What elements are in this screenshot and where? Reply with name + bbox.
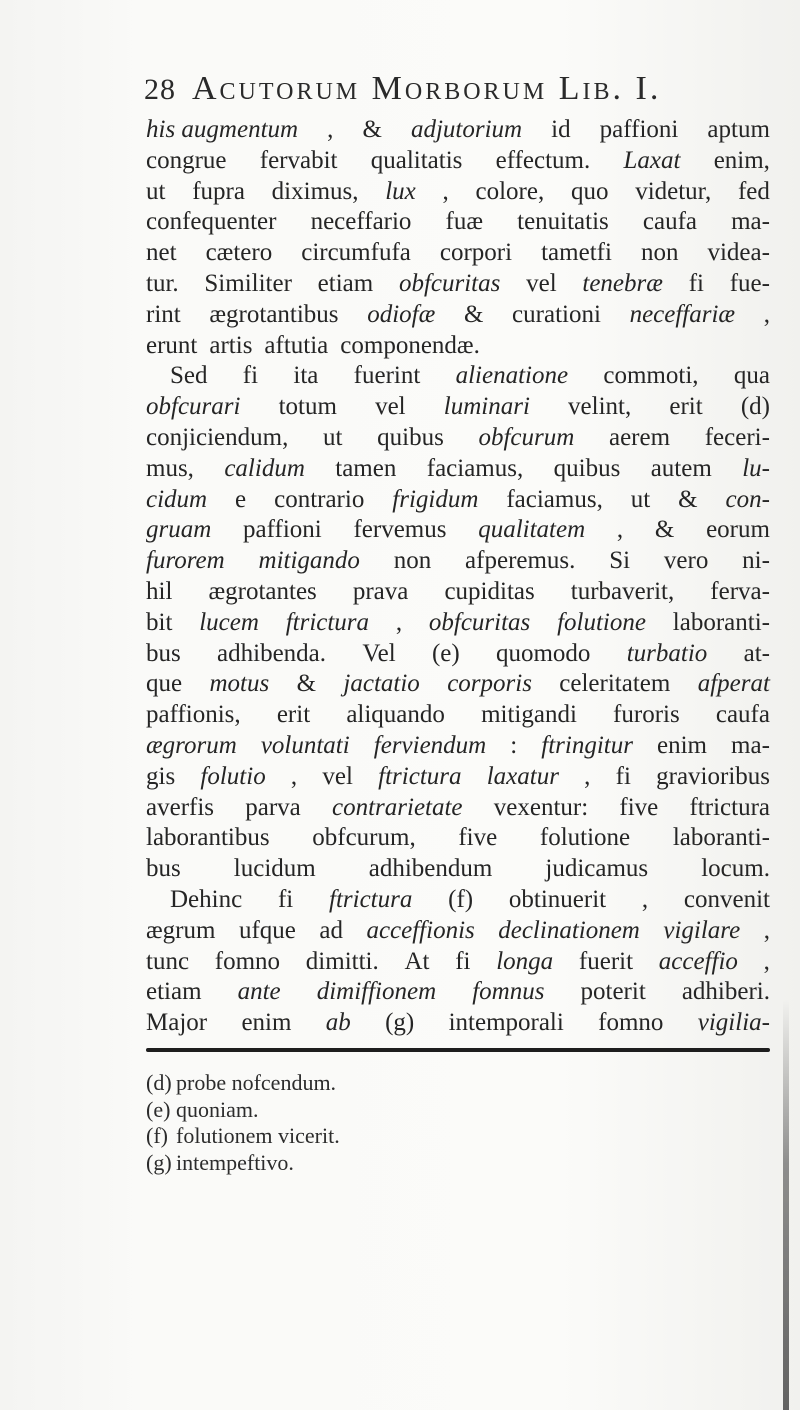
footnote-mark: (g) xyxy=(146,1149,172,1175)
word: (e) xyxy=(431,639,460,667)
word: furoris xyxy=(613,701,680,729)
word: obfcurum xyxy=(478,423,575,451)
word: folutione xyxy=(557,608,646,636)
text-line xyxy=(146,608,770,639)
word: ftrictura xyxy=(285,608,370,636)
footnote xyxy=(146,1070,546,1097)
word: id xyxy=(551,116,571,143)
word: mus, xyxy=(146,454,194,482)
word: ut xyxy=(323,423,343,451)
word: five xyxy=(458,824,498,852)
word: ferva- xyxy=(710,577,770,605)
word: ferviendum xyxy=(373,731,487,759)
text-line xyxy=(146,546,770,577)
word: : xyxy=(510,731,518,759)
word: adhibendum xyxy=(368,855,493,883)
word: judicamus xyxy=(545,855,649,883)
word: aerem xyxy=(608,423,671,451)
running-title: Acutorum Morborum Lib. I. xyxy=(192,70,662,107)
text-line xyxy=(146,823,770,854)
word: At xyxy=(404,947,430,975)
word: Sed xyxy=(170,362,208,390)
text-line xyxy=(146,177,770,208)
word: gruam xyxy=(146,516,212,544)
word: aptum xyxy=(707,116,770,143)
word: quo xyxy=(570,177,609,205)
word: laborantibus xyxy=(146,824,270,852)
word: ægrum xyxy=(146,916,216,944)
word: ægrotantibus xyxy=(209,300,339,328)
word: , xyxy=(327,116,334,143)
word: furorem xyxy=(146,547,225,575)
word: tamen xyxy=(335,454,397,482)
word: obfcurari xyxy=(146,393,241,421)
word: prava xyxy=(352,577,409,605)
word: acceffio xyxy=(658,947,738,975)
word: vexentur: xyxy=(493,793,589,821)
text-line xyxy=(146,454,770,485)
text-line xyxy=(146,885,770,916)
word: tur. xyxy=(146,269,179,297)
word: que xyxy=(146,670,183,698)
word: obfcurum, xyxy=(312,824,416,852)
word: ita xyxy=(293,362,319,390)
word: aliquando xyxy=(346,701,445,729)
word: dimitti. xyxy=(305,947,379,975)
word: lux xyxy=(385,177,416,205)
word: fue- xyxy=(729,269,770,297)
word: fervemus xyxy=(353,516,447,544)
word: componendæ. xyxy=(340,331,480,359)
word: odiofæ xyxy=(367,300,436,328)
word: Laxat xyxy=(623,146,681,174)
word: , xyxy=(584,762,591,790)
page-edge-shadow xyxy=(783,1000,789,1410)
text-line xyxy=(146,639,770,670)
word: lu- xyxy=(742,454,770,482)
word: e xyxy=(235,485,247,513)
word: cidum xyxy=(146,485,208,513)
word: ab xyxy=(325,1009,351,1037)
text-line xyxy=(146,300,770,331)
word: vigilare xyxy=(663,916,741,944)
body-text xyxy=(146,115,770,1039)
word: luminari xyxy=(443,393,530,421)
word: enim, xyxy=(713,146,770,174)
word: calidum xyxy=(224,454,305,482)
word: jactatio xyxy=(343,670,420,698)
word: fuerint xyxy=(353,362,421,390)
word: etiam xyxy=(317,269,374,297)
word: faciamus, xyxy=(426,454,524,482)
word: locum. xyxy=(701,855,770,883)
text-line xyxy=(146,700,770,731)
word: Major xyxy=(146,1009,208,1037)
word: adhibenda. xyxy=(217,639,327,667)
word: ut xyxy=(630,485,651,513)
word: mitigando xyxy=(258,547,360,575)
word: non xyxy=(393,547,432,575)
word: fi xyxy=(242,362,259,390)
word: ufque xyxy=(238,916,296,944)
word: ftrictura xyxy=(689,793,770,821)
word: non xyxy=(640,239,679,267)
word: quibus xyxy=(377,423,444,451)
word: hil xyxy=(146,577,173,605)
text-line xyxy=(146,207,770,238)
word: circumfufa xyxy=(301,239,411,267)
word: diximus, xyxy=(271,177,359,205)
text-line xyxy=(146,331,770,362)
word: ni- xyxy=(742,547,770,575)
footnote-text: quoniam. xyxy=(176,1096,259,1122)
word: laboranti- xyxy=(672,608,770,636)
word: gis xyxy=(146,762,176,790)
word: , xyxy=(763,947,770,975)
word: corporis xyxy=(447,670,532,698)
word: & xyxy=(654,516,675,544)
word: convenit xyxy=(683,885,770,913)
word: paffionis, xyxy=(146,701,241,729)
footnote xyxy=(146,1097,546,1124)
footnote xyxy=(146,1123,546,1150)
text-line xyxy=(146,577,770,608)
word: poterit xyxy=(580,978,646,1006)
word: eorum xyxy=(706,516,770,544)
word: erit xyxy=(669,393,703,421)
word: alienatione xyxy=(455,362,569,390)
word: ftrictura xyxy=(378,762,462,790)
footnotes xyxy=(146,1070,546,1176)
word: celeritatem xyxy=(559,670,671,698)
word: fed xyxy=(737,177,770,205)
word: , xyxy=(616,516,624,544)
word: ftrictura xyxy=(329,885,413,913)
word: cætero xyxy=(205,239,273,267)
word: obfcuritas xyxy=(398,269,501,297)
word: vel xyxy=(322,762,353,790)
word: enim xyxy=(241,1009,292,1037)
word: effectum. xyxy=(495,146,591,174)
word: vero xyxy=(663,547,709,575)
text-line xyxy=(146,854,770,885)
word: colore, xyxy=(475,177,545,205)
text-line xyxy=(146,361,770,392)
word: ma- xyxy=(731,731,770,759)
word: Si xyxy=(609,547,631,575)
word: bus xyxy=(146,639,181,667)
word: quomodo xyxy=(495,639,591,667)
word: ægrotantes xyxy=(208,577,317,605)
word: obtinuerit xyxy=(508,885,607,913)
word: bus xyxy=(146,855,181,883)
text-line xyxy=(146,485,770,516)
word: acceffionis xyxy=(366,916,475,944)
word: enim xyxy=(657,731,707,759)
word: congrue xyxy=(146,146,227,174)
word: Dehinc xyxy=(170,885,243,913)
word: faciamus, xyxy=(506,485,603,513)
word: adhiberi. xyxy=(681,978,770,1006)
footnote-mark: (f) xyxy=(146,1123,168,1148)
word: at- xyxy=(743,639,770,667)
footnote-text: probe nofcendum. xyxy=(176,1070,337,1095)
word: tunc xyxy=(146,947,190,975)
text-line xyxy=(146,269,770,300)
word: longa xyxy=(496,947,554,975)
word: etiam xyxy=(146,978,202,1006)
word: turbatio xyxy=(626,639,708,667)
word: fi xyxy=(277,885,294,913)
word: intemporali xyxy=(448,1009,564,1037)
word: fuerit xyxy=(578,947,634,975)
word: curationi xyxy=(512,300,601,328)
text-line xyxy=(146,146,770,177)
text-line xyxy=(146,977,770,1008)
text-line xyxy=(146,515,770,546)
word: (f) xyxy=(448,885,474,913)
text-line xyxy=(146,392,770,423)
word: mitigandi xyxy=(481,701,577,729)
word: fomno xyxy=(214,947,281,975)
word: obfcuritas xyxy=(428,608,531,636)
text-line xyxy=(146,731,770,762)
text-line xyxy=(146,793,770,824)
word: folutio xyxy=(200,762,266,790)
word: averfis xyxy=(146,793,215,821)
word: confequenter xyxy=(146,208,277,236)
word: fi xyxy=(688,269,704,297)
word: erit xyxy=(276,701,311,729)
word: feceri- xyxy=(704,423,770,451)
word: neceffariæ xyxy=(629,300,736,328)
footnote-separator-rule xyxy=(146,1048,770,1052)
word: adjutorium xyxy=(410,116,523,143)
word: turbaverit, xyxy=(570,577,675,605)
word: motus xyxy=(209,670,270,698)
word: & xyxy=(296,670,317,698)
word: laboranti- xyxy=(672,824,770,852)
word: laxatur xyxy=(486,762,559,790)
word: contrario xyxy=(274,485,365,513)
word: fervabit xyxy=(259,146,338,174)
word: his augmentum xyxy=(146,116,299,143)
word: qua xyxy=(733,362,770,390)
text-line xyxy=(146,669,770,700)
word: ut xyxy=(146,177,166,205)
word: ma- xyxy=(731,208,770,236)
word: (g) xyxy=(385,1009,415,1037)
word: aftutia xyxy=(264,331,329,359)
word: gravioribus xyxy=(656,762,770,790)
word: & xyxy=(678,485,698,513)
word: caufa xyxy=(642,208,697,236)
footnote-mark: (e) xyxy=(146,1096,171,1122)
word: five xyxy=(619,793,659,821)
word: fuæ xyxy=(445,208,484,236)
word: con- xyxy=(725,485,770,513)
text-line xyxy=(146,762,770,793)
word: rint xyxy=(146,300,181,328)
word: ftringitur xyxy=(541,731,633,759)
word: totum xyxy=(278,393,337,421)
word: qualitatem xyxy=(478,516,586,544)
text-line xyxy=(146,115,770,146)
word: fi xyxy=(455,947,471,975)
word: caufa xyxy=(715,701,770,729)
word: neceffario xyxy=(310,208,412,236)
word: , xyxy=(763,916,770,944)
word: paffioni xyxy=(599,116,679,143)
word: artis xyxy=(209,331,253,359)
word: lucidum xyxy=(233,855,316,883)
word: videtur, xyxy=(635,177,712,205)
word: tenuitatis xyxy=(517,208,609,236)
word: quibus xyxy=(553,454,621,482)
word: erunt xyxy=(146,331,198,359)
word: commoti, xyxy=(603,362,699,390)
word: paffioni xyxy=(243,516,322,544)
word: fupra xyxy=(192,177,245,205)
word: Similiter xyxy=(204,269,292,297)
word: lucem xyxy=(199,608,259,636)
text-line xyxy=(146,947,770,978)
word: tenebræ xyxy=(582,269,663,297)
word: afperemus. xyxy=(465,547,576,575)
word: ad xyxy=(319,916,343,944)
text-line xyxy=(146,238,770,269)
word: declinationem xyxy=(498,916,640,944)
word: Vel xyxy=(362,639,396,667)
word: cupiditas xyxy=(444,577,535,605)
text-line xyxy=(146,423,770,454)
word: ægrorum xyxy=(146,731,237,759)
word: & xyxy=(362,116,382,143)
word: , xyxy=(395,608,403,636)
word: parva xyxy=(245,793,301,821)
word: frigidum xyxy=(392,485,479,513)
page-number: 28 xyxy=(144,73,176,106)
word: qualitatis xyxy=(370,146,463,174)
word: , xyxy=(641,885,649,913)
word: fomno xyxy=(598,1009,664,1037)
word: bit xyxy=(146,608,173,636)
word: conjiciendum, xyxy=(146,423,289,451)
word: vigilia- xyxy=(697,1009,770,1037)
word: , xyxy=(442,177,449,205)
word: & xyxy=(463,300,484,328)
footnote-text: intempeftivo. xyxy=(176,1149,294,1175)
word: corpori xyxy=(439,239,513,267)
word: net xyxy=(146,239,177,267)
word: vel xyxy=(375,393,406,421)
word: tametfi xyxy=(541,239,612,267)
word: afperat xyxy=(697,670,770,698)
word: voluntati xyxy=(260,731,350,759)
word: fi xyxy=(615,762,631,790)
word: (d) xyxy=(740,393,770,421)
footnote-text: folutionem vicerit. xyxy=(176,1123,340,1148)
word: autem xyxy=(650,454,712,482)
text-line xyxy=(146,1008,770,1039)
word: folutione xyxy=(539,824,631,852)
text-line xyxy=(146,916,770,947)
word: videa- xyxy=(707,239,770,267)
word: dimiffionem xyxy=(316,978,437,1006)
footnote xyxy=(146,1150,546,1177)
word: , xyxy=(763,300,770,328)
word: vel xyxy=(526,269,557,297)
word: contrarietate xyxy=(332,793,463,821)
word: velint, xyxy=(568,393,632,421)
word: ante xyxy=(237,978,281,1006)
word: fomnus xyxy=(472,978,545,1006)
footnote-mark: (d) xyxy=(146,1070,172,1095)
running-head xyxy=(144,70,774,114)
word: , xyxy=(290,762,298,790)
